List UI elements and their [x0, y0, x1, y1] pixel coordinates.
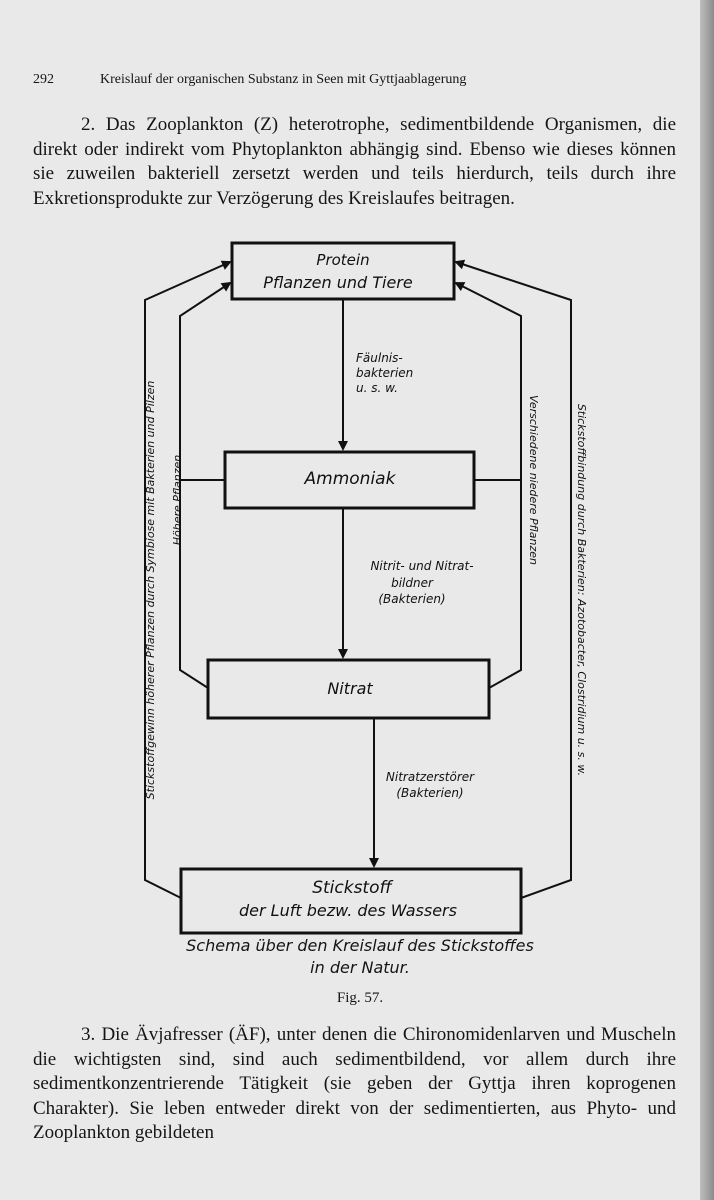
path-left-outer — [145, 262, 230, 898]
figure-label: Fig. 57. — [336, 990, 384, 1006]
paragraph-aevjafresser: 3. Die Ävjafresser (ÄF), unter denen die Chironomidenlarven und Muscheln die wichtigsten sind, sind auch sedimentbildend, vor allem durch ihre sedimentkonzentrierende Tätigkeit (sie geben der Gyttja ihren koprogenen Charakter). Sie leben entweder direkt von der sedimentierten, aus Phyto- und Zooplankton gebildeten — [33, 1024, 676, 1143]
protein-label: Protein — [316, 251, 370, 269]
right-outer-label: Stickstoffbindung durch Bakterien: Azotobacter, Clostridium u. s. w. — [575, 403, 588, 777]
figure-caption-line-1: Schema über den Kreislauf des Stickstoffes — [186, 936, 534, 955]
ammoniak-label: Ammoniak — [304, 469, 396, 489]
page-edge — [700, 0, 714, 1200]
nitratzerstoerer-label-2: (Bakterien) — [396, 786, 464, 800]
running-title: Kreislauf der organischen Substanz in Seen mit Gyttjaablagerung — [100, 72, 467, 87]
page-number: 292 — [33, 72, 54, 87]
left-inner-label: Höhere Pflanzen — [171, 454, 184, 546]
right-inner-label: Verschiedene niedere Pflanzen — [527, 394, 540, 566]
stickstoff-sublabel: der Luft bezw. des Wassers — [239, 901, 457, 920]
paragraph-zooplankton: 2. Das Zooplankton (Z) heterotrophe, sedimentbildende Organismen, die direkt oder indirekt vom Phytoplankton abhängig sind. Ebenso wie dieses können sie zuweilen bakteriell zersetzt werden und teils hierdurch, teils durch ihre Exkretionsprodukte zur Verzögerung des Kreislaufes beitragen. — [33, 114, 676, 209]
stickstoff-label: Stickstoff — [312, 878, 392, 898]
nitrit-label-2: bildner — [391, 576, 433, 590]
path-left-inner — [180, 283, 230, 688]
nitrit-label-1: Nitrit- und Nitrat- — [370, 559, 474, 573]
nitrat-label: Nitrat — [327, 679, 373, 698]
faeulnis-label-1: Fäulnis- — [356, 351, 403, 365]
faeulnis-label-3: u. s. w. — [356, 381, 398, 395]
path-right-inner — [456, 283, 521, 688]
left-outer-label: Stickstoffgewinn höherer Pflanzen durch Symbiose mit Bakterien und Pilzen — [144, 380, 157, 800]
nitrit-label-3: (Bakterien) — [378, 592, 446, 606]
protein-sublabel: Pflanzen und Tiere — [263, 273, 413, 292]
nitratzerstoerer-label-1: Nitratzerstörer — [385, 770, 475, 784]
path-right-outer — [456, 262, 571, 898]
faeulnis-label-2: bakterien — [356, 366, 414, 380]
figure-caption-line-2: in der Natur. — [310, 958, 410, 977]
